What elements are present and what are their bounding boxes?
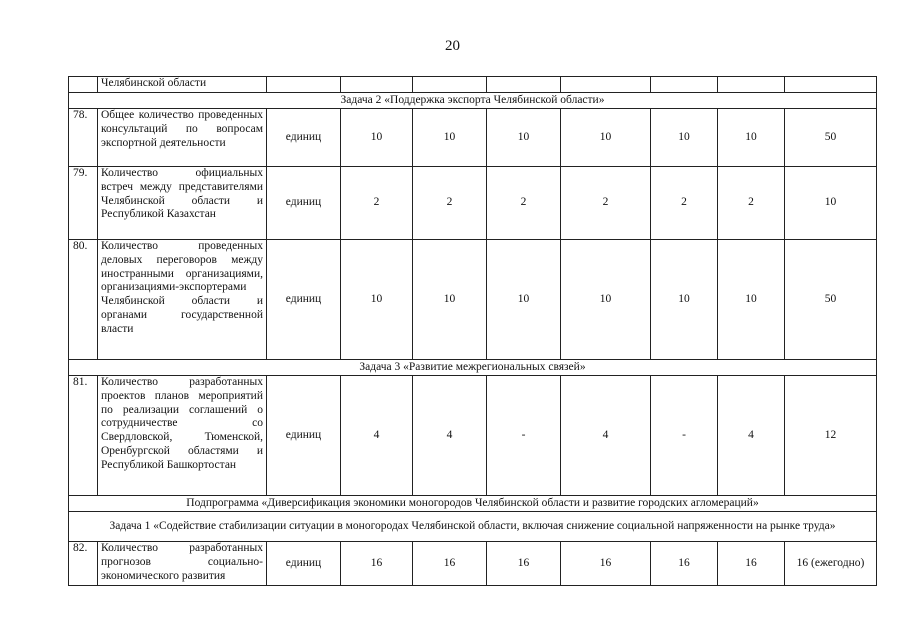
row-number-cell: 80.: [69, 240, 98, 360]
row-number-cell: [69, 77, 98, 93]
value-cell: 10: [651, 109, 718, 167]
value-cell: 10: [651, 240, 718, 360]
value-cell: 4: [413, 376, 487, 496]
row-number-cell: 81.: [69, 376, 98, 496]
unit-cell: [267, 77, 341, 93]
row-number-cell: 82.: [69, 542, 98, 586]
table-row-78: [69, 109, 877, 167]
table-row-79: [69, 167, 877, 240]
value-cell: 10: [718, 240, 785, 360]
value-cell: [718, 77, 785, 93]
indicator-name-cell: Количество проведенных деловых переговоров между иностранными организациями, организациями-экспортерами Челябинской области и органами государственной власти: [98, 240, 267, 360]
value-cell: 16: [341, 542, 413, 586]
value-cell: 4: [718, 376, 785, 496]
row-number-cell: 78.: [69, 109, 98, 167]
section-header-row: [69, 360, 877, 376]
total-cell: 50: [785, 240, 877, 360]
page-number: 20: [445, 38, 460, 54]
task-3-title: Задача 3 «Развитие межрегиональных связей»: [69, 360, 877, 376]
section-header-row: [69, 93, 877, 109]
total-cell: 12: [785, 376, 877, 496]
value-cell: 16: [651, 542, 718, 586]
total-cell: [785, 77, 877, 93]
value-cell: 16: [718, 542, 785, 586]
section-header-row: [69, 496, 877, 512]
unit-cell: единиц: [267, 109, 341, 167]
value-cell: 16: [561, 542, 651, 586]
unit-cell: единиц: [267, 240, 341, 360]
value-cell: 2: [413, 167, 487, 240]
value-cell: [561, 77, 651, 93]
value-cell: 10: [487, 109, 561, 167]
table-row-80: [69, 240, 877, 360]
value-cell: 10: [487, 240, 561, 360]
row-number-cell: 79.: [69, 167, 98, 240]
task-1-title: Задача 1 «Содействие стабилизации ситуации в моногородах Челябинской области, включая снижение социальной напряженности на рынке труда»: [69, 512, 877, 542]
value-cell: -: [487, 376, 561, 496]
value-cell: 10: [561, 109, 651, 167]
value-cell: [651, 77, 718, 93]
value-cell: 10: [718, 109, 785, 167]
value-cell: 10: [413, 109, 487, 167]
total-cell: 10: [785, 167, 877, 240]
section-header-row: [69, 512, 877, 542]
unit-cell: единиц: [267, 542, 341, 586]
value-cell: 2: [651, 167, 718, 240]
table-row-82: [69, 542, 877, 586]
value-cell: [341, 77, 413, 93]
table-row-continuation: [69, 77, 877, 93]
value-cell: 2: [341, 167, 413, 240]
unit-cell: единиц: [267, 376, 341, 496]
value-cell: [413, 77, 487, 93]
table-row-81: [69, 376, 877, 496]
value-cell: 4: [341, 376, 413, 496]
value-cell: 2: [561, 167, 651, 240]
value-cell: -: [651, 376, 718, 496]
indicator-name-cell: Количество официальных встреч между представителями Челябинской области и Республикой Казахстан: [98, 167, 267, 240]
task-2-title: Задача 2 «Поддержка экспорта Челябинской области»: [69, 93, 877, 109]
value-cell: 16: [487, 542, 561, 586]
indicator-name-cell: Количество разработанных прогнозов социально-экономического развития: [98, 542, 267, 586]
value-cell: 10: [341, 109, 413, 167]
value-cell: 16: [413, 542, 487, 586]
indicator-name-cell: Челябинской области: [98, 77, 267, 93]
subprogram-title: Подпрограмма «Диверсификация экономики моногородов Челябинской области и развитие городских агломераций»: [69, 496, 877, 512]
total-cell: 50: [785, 109, 877, 167]
value-cell: 2: [718, 167, 785, 240]
indicator-name-cell: Количество разработанных проектов планов мероприятий по реализации соглашений о сотрудничестве со Свердловской, Тюменской, Оренбургской областями и Республикой Башкортостан: [98, 376, 267, 496]
value-cell: [487, 77, 561, 93]
value-cell: 10: [341, 240, 413, 360]
value-cell: 10: [561, 240, 651, 360]
total-cell: 16 (ежегодно): [785, 542, 877, 586]
indicators-table: [68, 76, 877, 586]
unit-cell: единиц: [267, 167, 341, 240]
value-cell: 4: [561, 376, 651, 496]
indicator-name-cell: Общее количество проведенных консультаций по вопросам экспортной деятельности: [98, 109, 267, 167]
value-cell: 10: [413, 240, 487, 360]
value-cell: 2: [487, 167, 561, 240]
